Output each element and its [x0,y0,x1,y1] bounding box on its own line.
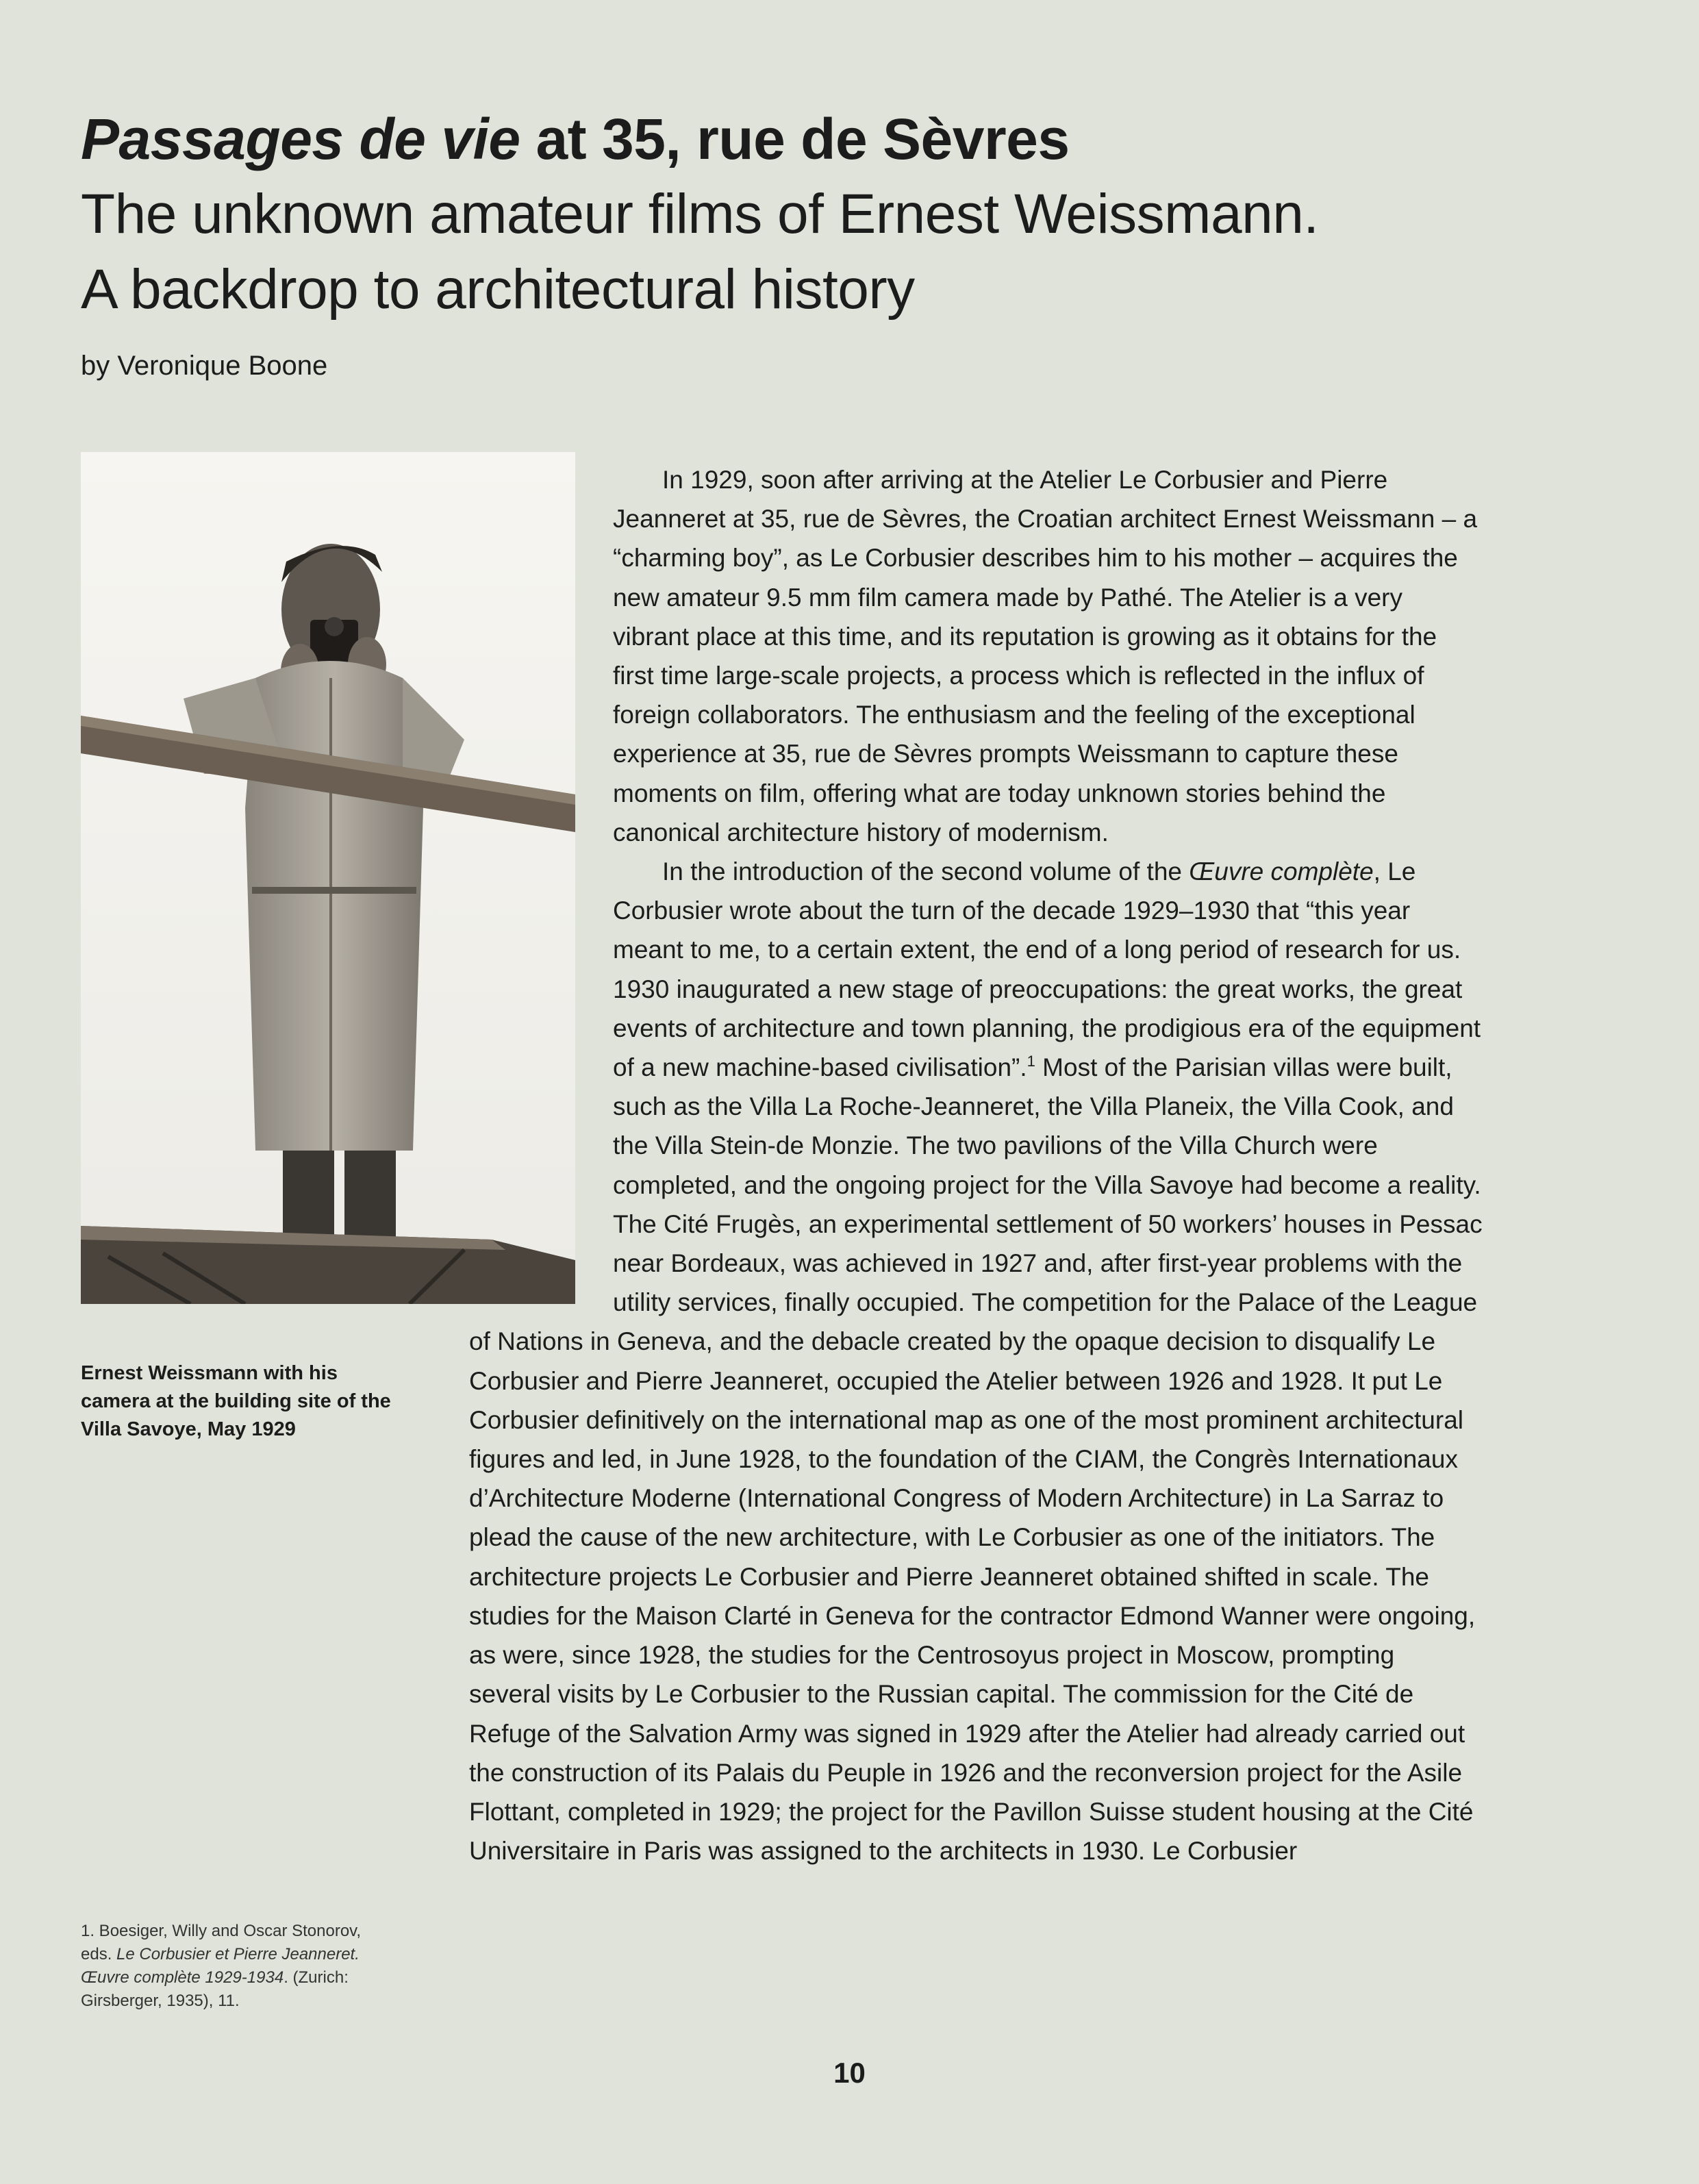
footnote-authors: 1. Boesiger, Willy and Oscar Stonorov, eds. [81,1922,362,1963]
text-wrap-spacer [469,460,613,1320]
paragraph-2-italic: Œuvre complète [1189,857,1374,886]
footnote-reference: 1 [1027,1053,1035,1070]
article-subtitle-line2: A backdrop to architectural history [81,258,915,321]
figure-caption: Ernest Weissmann with his camera at the building site of the Villa Savoye, May 1929 [81,1362,391,1440]
article-subtitle-line1: The unknown amateur films of Ernest Weissmann. [81,183,1319,245]
footnote-1 [81,1920,375,2013]
paragraph-1 [469,460,1483,852]
article-title [81,101,1587,177]
byline: by Veronique Boone [81,351,328,381]
article-title-rest: at 35, rue de Sèvres [520,107,1070,171]
article-body [469,460,1483,1870]
paragraph-2-end: Most of the Parisian villas were built, such as the Villa La Roche-Jeanneret, the Villa Planeix, the Villa Cook, and the Villa Stein-de Monzie. The two pavilions of the Villa Church were completed, and the ongoing project for the Villa Savoye had become a reality. The Cité Frugès, an experimental settlement of 50 workers’ houses in Pessac near Bordeaux, was achieved in 1927 and, after first-year problems with the utility services, finally occupied. The competition for the Palace of the League of Nations in Geneva, and the debacle created by the opaque decision to disqualify Le Corbusier and Pierre Jeanneret, occupied the Atelier between 1926 and 1928. It put Le Corbusier definitively on the international map as one of the most prominent architectural figures and led, in June 1928, to the foundation of the CIAM, the Congrès Internationaux d’Architecture Moderne (International Congress of Modern Architecture) in La Sarraz to plead the cause of the new architecture, with Le Corbusier as one of the initiators. The architecture projects Le Corbusier and Pierre Jeanneret obtained shifted in scale. The studies for the Maison Clarté in Geneva for the contractor Edmond Wanner were ongoing, as were, since 1928, the studies for the Centrosoyus project in Moscow, prompting several visits by Le Corbusier to the Russian capital. The commission for the Cité de Refuge of the Salvation Army was signed in 1929 after the Atelier had already carried out the construction of its Palais du Peuple in 1926 and the reconversion project for the Asile Flottant, completed in 1929; the project for the Pavillon Suisse student housing at the Cité Universitaire in Paris was assigned to the architects in 1930. Le Corbusier [469,1053,1483,1866]
title-block [81,101,1587,327]
paragraph-2-middle: , Le Corbusier wrote about the turn of the decade 1929–1930 that “this year meant to me, to a certain extent, the end of a long period of research for us. 1930 inaugurated a new stage of preoccupations: the great works, the great events of architecture and town planning, the prodigious era of the equipment of a new machine-based civilisation”. [613,857,1481,1082]
footnote-book-title: Le Corbusier et Pierre Jeanneret. Œuvre complète 1929-1934 [81,1945,360,1987]
footnote-rest: . (Zurich: Girsberger, 1935), 11. [81,1968,349,2010]
paragraph-1-text: In 1929, soon after arriving at the Atelier Le Corbusier and Pierre Jeanneret at 35, rue de Sèvres, the Croatian architect Ernest Weissmann – a “charming boy”, as Le Corbusier describes him to his mother – acquires the new amateur 9.5 mm film camera made by Pathé. The Atelier is a very vibrant place at this time, and its reputation is growing as it obtains for the first time large-scale projects, a process which is reflected in the influx of foreign collaborators. The enthusiasm and the feeling of the exceptional experience at 35, rue de Sèvres prompts Weissmann to capture these moments on film, offering what are today unknown stories behind the canonical architecture history of modernism. [613,466,1478,846]
paragraph-2 [469,852,1483,1870]
article-title-italic: Passages de vie [81,107,520,171]
paragraph-2-start: In the introduction of the second volume of the [662,857,1190,886]
page-number: 10 [833,2057,866,2089]
